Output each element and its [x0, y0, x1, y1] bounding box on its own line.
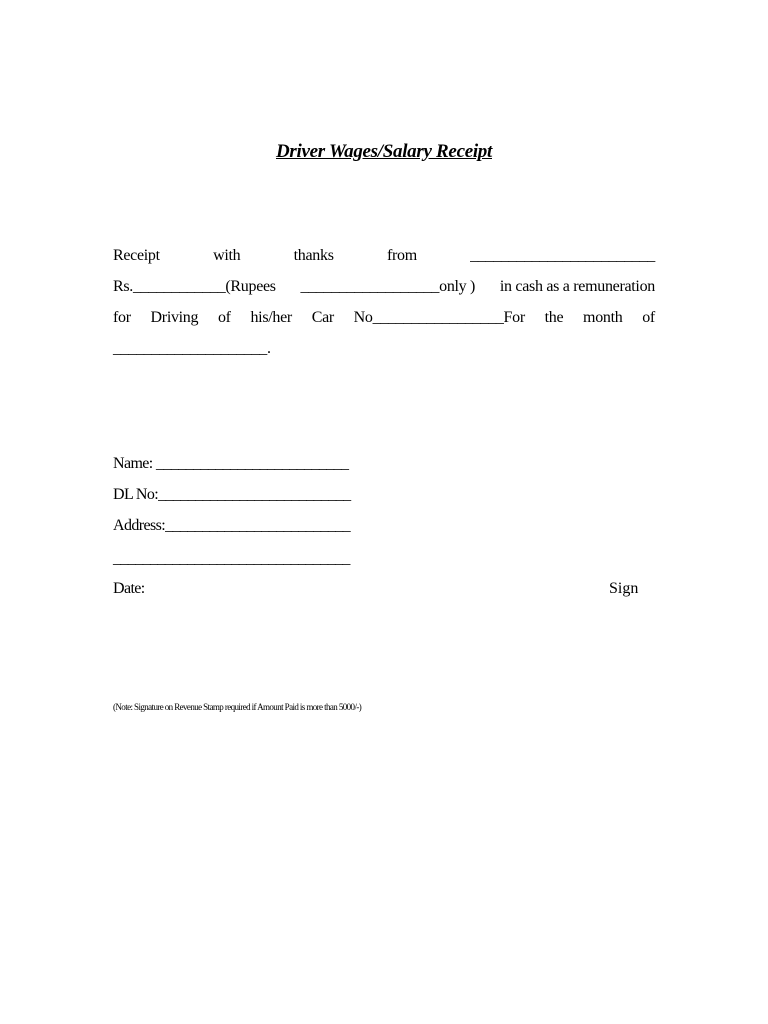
word: thanks [293, 247, 334, 264]
amount-blank: Rs.____________(Rupees [113, 278, 276, 295]
word: of [642, 309, 655, 326]
word: Receipt [113, 247, 160, 264]
note-text: (Note: Signature on Revenue Stamp required if Amount Paid is more than 5000/-) [113, 702, 362, 712]
receipt-line-3 [113, 309, 655, 331]
car-no-blank: No_________________For [353, 309, 525, 326]
receipt-line-4 [113, 340, 655, 362]
dl-no-field: DL No:__________________________ [113, 486, 351, 503]
word: for [113, 309, 131, 326]
word: in cash as a remuneration [499, 278, 655, 295]
word: month [583, 309, 623, 326]
address-field-line2: ________________________________ [113, 550, 350, 567]
amount-words-blank: __________________only ) [300, 278, 476, 295]
receipt-line-1 [113, 247, 655, 269]
word: his/her [250, 309, 292, 326]
payer-blank: ________________________ [470, 247, 655, 264]
sign-label: Sign [609, 580, 639, 597]
page-title: Driver Wages/Salary Receipt [275, 141, 492, 162]
date-label: Date: [113, 580, 145, 597]
word: from [386, 247, 417, 264]
name-field: Name: __________________________ [113, 455, 349, 472]
word: of [217, 309, 231, 326]
month-blank: ____________________. [113, 340, 271, 357]
word: Car [311, 309, 334, 326]
receipt-line-2 [113, 278, 655, 300]
word: with [213, 247, 241, 264]
word: Driving [150, 309, 199, 326]
address-field: Address:_________________________ [113, 517, 351, 534]
word: the [544, 309, 564, 326]
